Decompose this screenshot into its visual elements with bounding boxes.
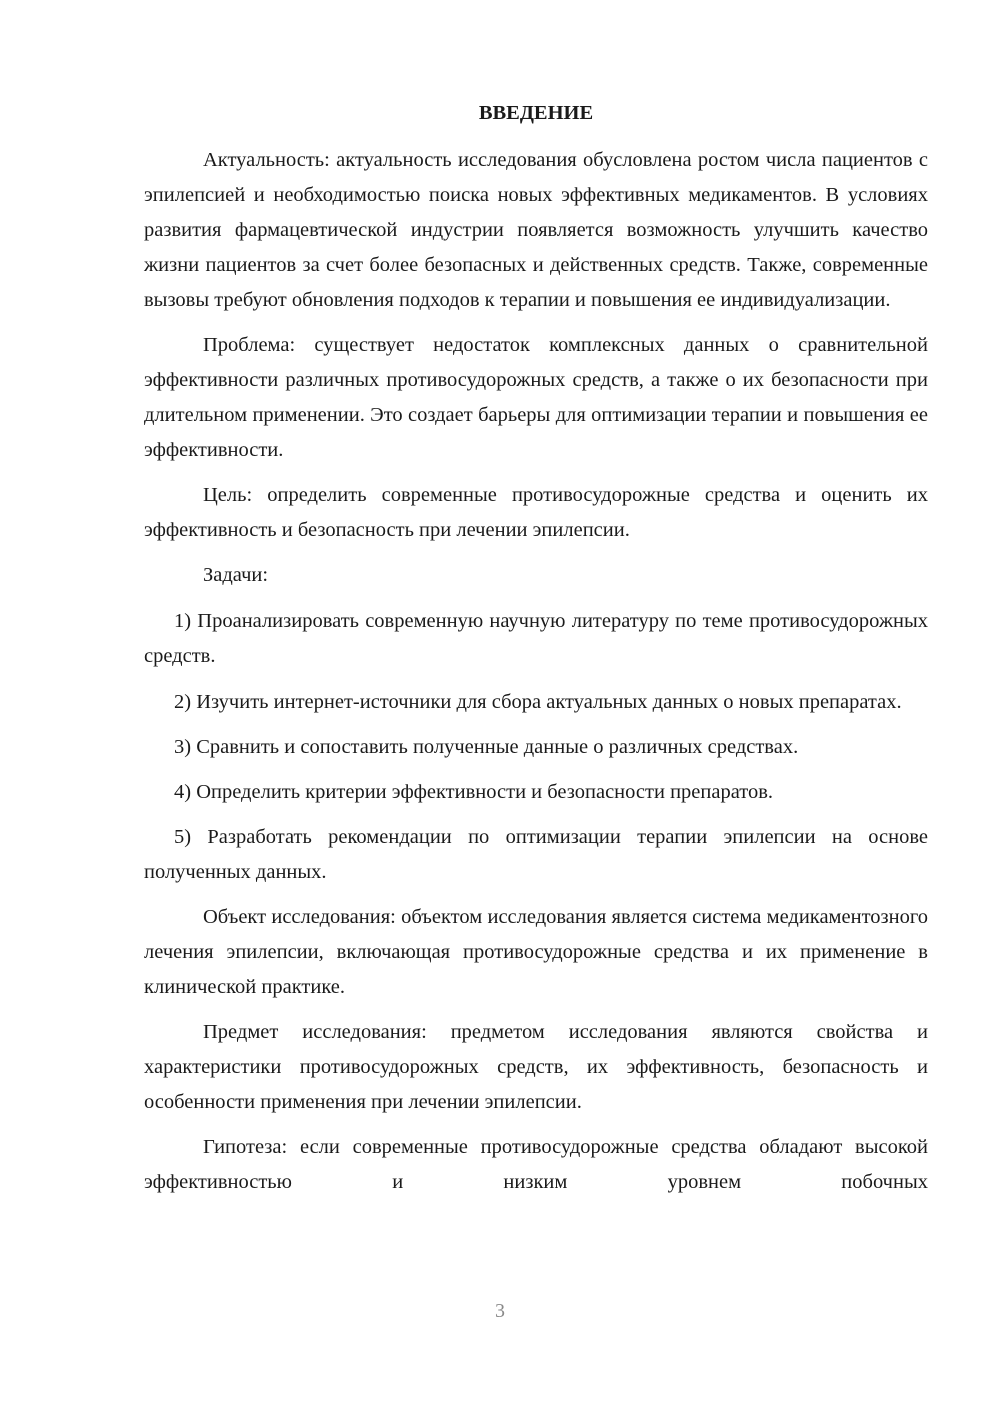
task-item-4: 4) Определить критерии эффективности и безопасности препаратов. [174, 781, 774, 803]
task-item-5: 5) Разработать рекомендации по оптимизации терапии эпилепсии на основе полученных данных. [144, 826, 928, 883]
task-item-2: 2) Изучить интернет-источники для сбора актуальных данных о новых препаратах. [174, 691, 902, 713]
document-page [144, 96, 928, 1200]
paragraph-goal: Цель: определить современные противосудорожные средства и оценить их эффективность и безопасность при лечении эпилепсии. [144, 484, 928, 541]
task-item-1: 1) Проанализировать современную научную литературу по теме противосудорожных средств. [144, 610, 928, 667]
paragraph-hypothesis: Гипотеза: если современные противосудорожные средства обладают высокой эффективностью и низким уровнем побочных [144, 1136, 928, 1193]
paragraph-object: Объект исследования: объектом исследования является система медикаментозного лечения эпилепсии, включающая противосудорожные средства и их применение в клинической практике. [144, 906, 928, 998]
section-title: ВВЕДЕНИЕ [478, 102, 594, 124]
task-item-3: 3) Сравнить и сопоставить полученные данные о различных средствах. [174, 736, 799, 758]
page-number: 3 [495, 1300, 505, 1322]
paragraph-subject: Предмет исследования: предметом исследования являются свойства и характеристики противосудорожных средств, их эффективность, безопасность и особенности применения при лечении эпилепсии. [144, 1021, 928, 1113]
paragraph-tasks-heading: Задачи: [203, 564, 269, 586]
paragraph-problem: Проблема: существует недостаток комплексных данных о сравнительной эффективности различных противосудорожных средств, а также о их безопасности при длительном применении. Это создает барьеры для оптимизации терапии и повышения ее эффективности. [144, 334, 928, 461]
paragraph-relevance: Актуальность: актуальность исследования обусловлена ростом числа пациентов с эпилепсией и необходимостью поиска новых эффективных медикаментов. В условиях развития фармацевтической индустрии появляется возможность улучшить качество жизни пациентов за счет более безопасных и действенных средств. Также, современные вызовы требуют обновления подходов к терапии и повышения ее индивидуализации. [144, 149, 928, 311]
